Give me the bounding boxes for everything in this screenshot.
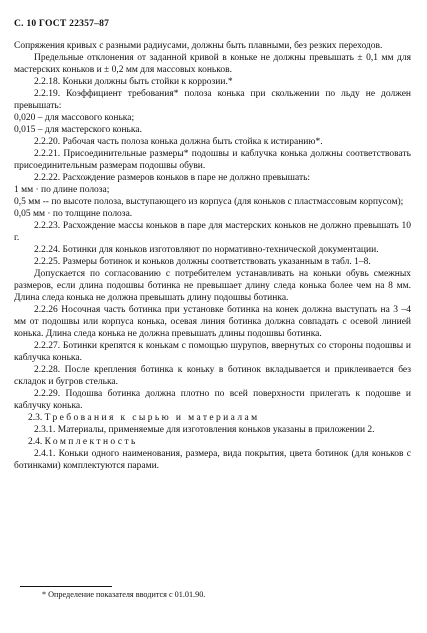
paragraph-p5: 0,020 – для массового конька; [14,113,135,123]
paragraph-p17: 2.2.26 Носочная часть ботинка при установке ботинка на конек должна выступать на 3 –4 мм от подошвы или корпуса конька, осевая линия ботинка должна совпадать с осевой линией конька. Длина следа конька не должна превышать длины подошвы ботинка. [14,305,411,339]
paragraph-p4: 2.2.19. Коэффициент требования* полоза конька при скольжении по льду не должен превышать: [14,89,411,111]
paragraph-p7: 2.2.20. Рабочая часть полоза конька должна быть стойка к истиранию*. [34,137,323,147]
paragraph-p8: 2.2.21. Присоединительные размеры* подошвы и каблучка конька должны соответствовать присоединительным размерам подошвы обуви. [14,149,411,171]
paragraph-p11: 0,5 мм -- по высоте полоза, выступающего из корпуса (для коньков с пластмассовым корпусом); [14,197,404,207]
paragraph-p6: 0,015 – для мастерского конька. [14,125,142,135]
paragraph-p2: Предельные отклонения от заданной кривой в коньке не должны превышать ± 0,1 мм для мастерских коньков и ± 0,2 мм для массовых коньков. [14,53,411,75]
paragraph-list [14,40,411,412]
paragraph-2-4-1: 2.4.1. Коньки одного наименования, размера, вида покрытия, цвета ботинок (для коньков с ботинками) комплектуются парами. [14,449,411,471]
section-2-3-heading [14,412,411,424]
body-text [14,40,411,472]
section-2-3-title: Требования к сырью и материалам [44,413,260,423]
section-2-4-title: Комплектность [44,437,138,447]
paragraph-2-3-1: 2.3.1. Материалы, применяемые для изготовления коньков указаны в приложении 2. [34,425,375,435]
footnote-rule [20,586,112,587]
paragraph-p1: Сопряжения кривых с разными радиусами, должны быть плавными, без резких переходов. [14,41,383,51]
page-header: С. 10 ГОСТ 22357–87 [14,18,110,29]
paragraph-p10: 1 мм · по длине полоза; [14,185,110,195]
paragraph-p12: 0,05 мм · по толщине полоза. [14,209,133,219]
paragraph-p9: 2.2.22. Расхождение размеров коньков в паре не должно превышать: [34,173,311,183]
section-2-4-number: 2.4. [28,437,43,447]
paragraph-p15: 2.2.25. Размеры ботинок и коньков должны соответствовать указанным в табл. 1–8. [34,257,371,267]
section-2-3-number: 2.3. [28,413,43,423]
paragraph-p19: 2.2.28. После крепления ботинка к коньку в ботинок вкладывается и приклеивается без складок и бугров стелька. [14,365,411,387]
footnote: * Определение показателя вводится с 01.01.90. [42,590,206,599]
paragraph-p18: 2.2.27. Ботинки крепятся к конькам с помощью шурупов, ввернутых со стороны подошвы и каблучка конька. [14,341,411,363]
paragraph-p3: 2.2.18. Коньки должны быть стойки к коррозии.* [34,77,233,87]
paragraph-p14: 2.2.24. Ботинки для коньков изготовляют по нормативно-технической документации. [34,245,379,255]
section-2-4-heading [14,436,411,448]
paragraph-p20: 2.2.29. Подошва ботинка должна плотно по всей поверхности прилегать к подошве и каблучку конька. [14,389,411,411]
paragraph-p13: 2.2.23. Расхождение массы коньков в паре для мастерских коньков не должно превышать 10 г. [14,221,411,243]
paragraph-p16: Допускается по согласованию с потребителем устанавливать на коньки обувь смежных размеров, если длина подошвы ботинка не превышает длину следа конька более чем на 8 мм. Длина следа конька не должна превышать длину подошвы ботинка. [14,269,411,303]
